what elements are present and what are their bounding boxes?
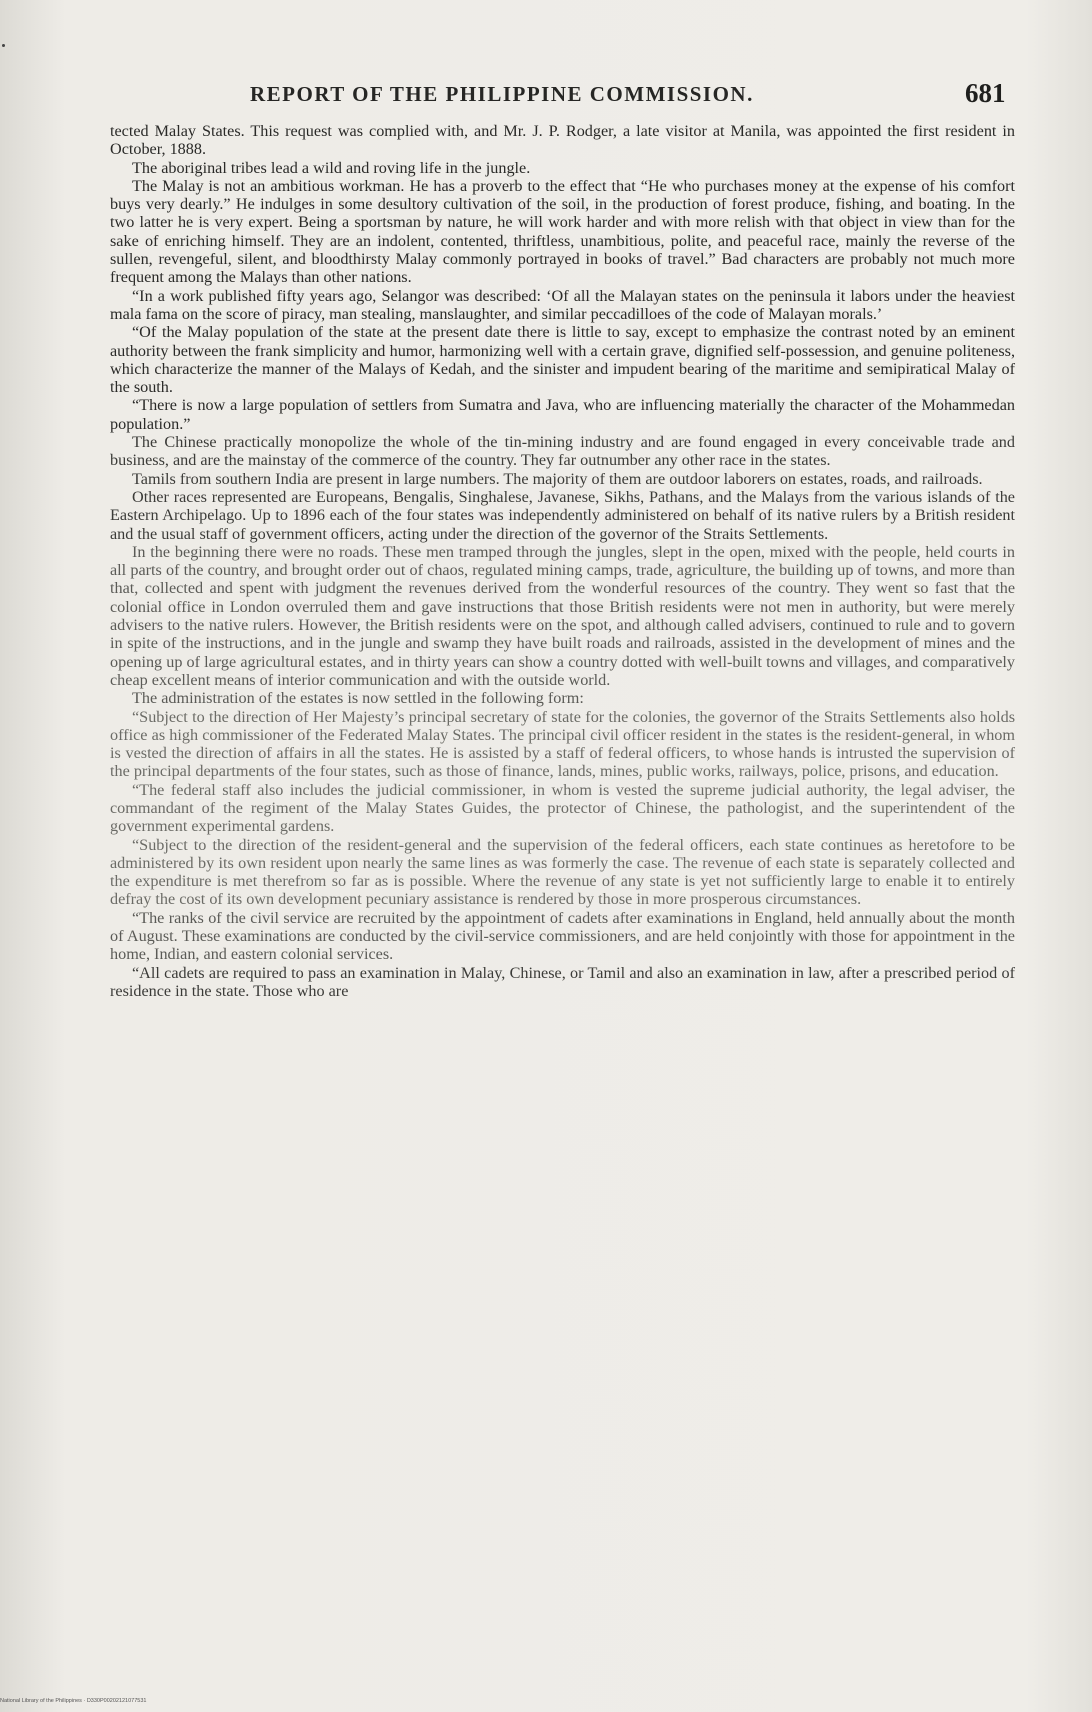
- scan-speck: [2, 44, 5, 47]
- page-number: 681: [965, 78, 1006, 108]
- paragraph: Tamils from southern India are present in large numbers. The majority of them are outdoor laborers on estates, roads, and railroads.: [132, 469, 983, 488]
- body-text: [110, 122, 1015, 1000]
- paragraph: The aboriginal tribes lead a wild and roving life in the jungle.: [132, 158, 531, 177]
- paragraph: “In a work published fifty years ago, Selangor was described: ‘Of all the Malayan states on the peninsula it labors under the heaviest mala fama on the score of piracy, man stealing, manslaughter, and similar peccadilloes of the code of Malayan morals.’: [110, 286, 1015, 323]
- paragraph: Other races represented are Europeans, Bengalis, Singhalese, Javanese, Sikhs, Pathans, and the Malays from the various islands of the Eastern Archipelago. Up to 1896 each of the four states was independently administered on behalf of its native rulers by a British resident and the usual staff of government officers, acting under the direction of the governor of the Straits Settlements.: [110, 487, 1015, 543]
- page-header: [0, 78, 1092, 118]
- scan-credit-footer: National Library of the Philippines · D330P00202121077531: [0, 1698, 147, 1704]
- paragraph: “There is now a large population of settlers from Sumatra and Java, who are influencing materially the character of the Mohammedan population.”: [110, 396, 1015, 433]
- paragraph: “Subject to the direction of the resident-general and the supervision of the federal officers, each state continues as heretofore to be administered by its own resident upon nearly the same lines as was formerly the case. The revenue of each state is separately collected and the expenditure is met therefrom so far as is possible. Where the revenue of any state is yet not sufficiently large to enable it to entirely defray the cost of its own development pecuniary assistance is rendered by those in more prosperous circumstances.: [110, 835, 1015, 909]
- paragraph: The Malay is not an ambitious workman. He has a proverb to the effect that “He who purchases money at the expense of his comfort buys very dearly.” He indulges in some desultory cultivation of the soil, in the production of forest produce, fishing, and boating. In the two latter he is very expert. Being a sportsman by nature, he will work harder and with more relish with that object in view than for the sake of enriching himself. They are an indolent, contented, thriftless, unambitious, polite, and peaceful race, mainly the reverse of the sullen, revengeful, silent, and bloodthirsty Malay commonly portrayed in books of travel.” Bad characters are probably not much more frequent among the Malays than other nations.: [110, 176, 1015, 287]
- paragraph: The Chinese practically monopolize the whole of the tin-mining industry and are found engaged in every conceivable trade and business, and are the mainstay of the commerce of the country. They far outnumber any other race in the states.: [110, 433, 1015, 470]
- paragraph: tected Malay States. This request was complied with, and Mr. J. P. Rodger, a late visitor at Manila, was appointed the first resident in October, 1888.: [110, 122, 1015, 159]
- paragraph: In the beginning there were no roads. These men tramped through the jungles, slept in the open, mixed with the people, held courts in all parts of the country, and brought order out of chaos, regulated mining camps, trade, agriculture, the building up of towns, and more than that, collected and spent with judgment the revenues derived from the wonderful resources of the country. They went so fast that the colonial office in London overruled them and gave instructions that those British residents were not men in authority, but were merely advisers to the native rulers. However, the British residents were on the spot, and although called advisers, continued to rule and to govern in spite of the instructions, and in the jungle and swamp they have built roads and railroads, assisted in the development of mines and the opening up of large agricultural estates, and in thirty years can show a country dotted with well-built towns and villages, and comparatively cheap excellent means of interior communication and with the outside world.: [110, 542, 1015, 689]
- paragraph: “Subject to the direction of Her Majesty’s principal secretary of state for the colonies, the governor of the Straits Settlements also holds office as high commissioner of the Federated Malay States. The principal civil officer resident in the states is the resident-general, in whom is vested the direction of affairs in all the states. He is assisted by a staff of federal officers, to whose hands is intrusted the supervision of the principal departments of the four states, such as those of finance, lands, mines, public works, railways, police, prisons, and education.: [110, 707, 1015, 781]
- paragraph: “The ranks of the civil service are recruited by the appointment of cadets after examinations in England, held annually about the month of August. These examinations are conducted by the civil-service commissioners, and are held conjointly with those for appointment in the home, Indian, and eastern colonial services.: [110, 908, 1015, 964]
- running-title: REPORT OF THE PHILIPPINE COMMISSION.: [250, 82, 754, 106]
- paragraph: The administration of the estates is now settled in the following form:: [132, 689, 584, 708]
- paragraph: “All cadets are required to pass an examination in Malay, Chinese, or Tamil and also an examination in law, after a prescribed period of residence in the state. Those who are: [110, 963, 1015, 1000]
- paragraph: “Of the Malay population of the state at the present date there is little to say, except to emphasize the contrast noted by an eminent authority between the frank simplicity and humor, harmonizing well with a certain grave, dignified self-possession, and genuine politeness, which characterize the manner of the Malays of Kedah, and the sinister and impudent bearing of the maritime and semipiratical Malay of the south.: [110, 323, 1015, 397]
- paragraph: “The federal staff also includes the judicial commissioner, in whom is vested the supreme judicial authority, the legal adviser, the commandant of the regiment of the Malay States Guides, the protector of Chinese, the pathologist, and the superintendent of the government experimental gardens.: [110, 780, 1015, 836]
